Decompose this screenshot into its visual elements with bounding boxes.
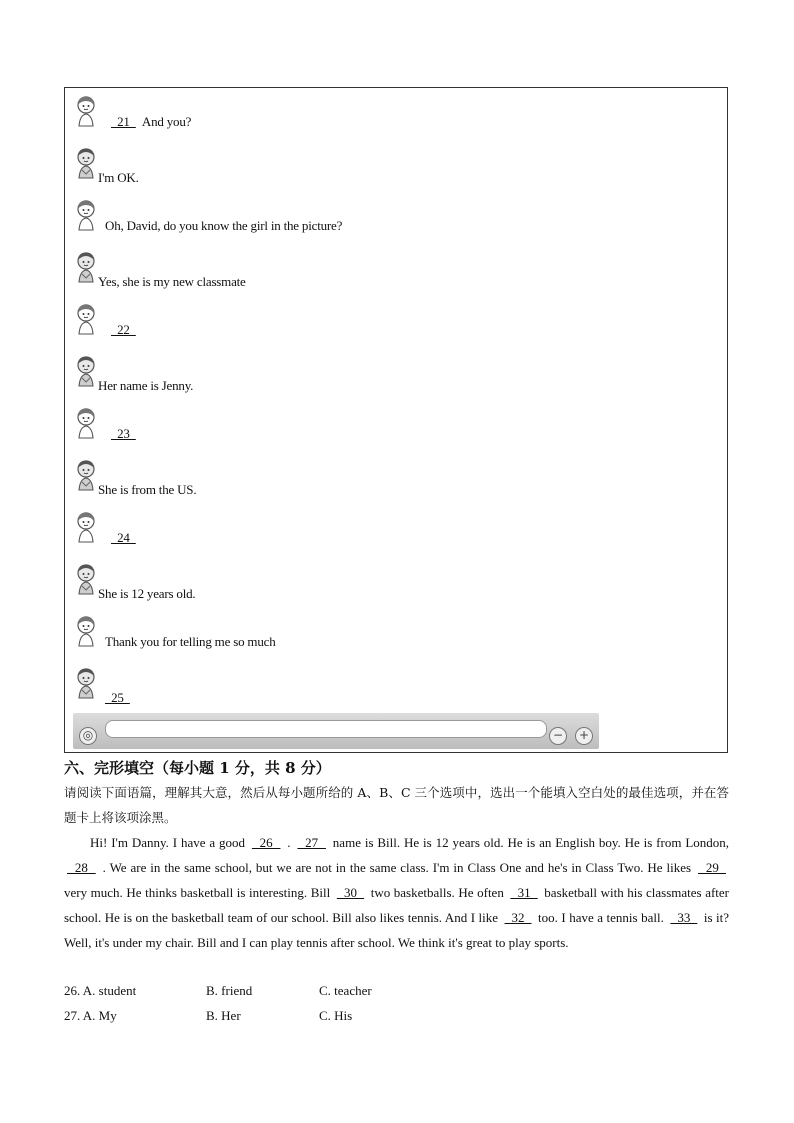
girl-avatar-icon	[73, 614, 99, 648]
boy-avatar-icon	[73, 562, 99, 596]
dialogue-text: And you?	[135, 114, 192, 129]
passage-text: very much. He thinks basketball is interesting. Bill	[64, 885, 334, 900]
chat-message: Her name is Jenny.	[98, 378, 194, 393]
boy-avatar-icon	[73, 146, 99, 180]
passage-text: basketball with his classmates after school. He is on the basketball team of our school. Bill also likes tennis. And I like	[64, 885, 729, 925]
section-title: 六、完形填空（每小题 1 分，共 8 分）	[64, 759, 331, 777]
dialogue-blank: 23	[111, 426, 136, 441]
passage-text: too. I have a tennis ball.	[534, 910, 668, 925]
chat-message	[111, 322, 136, 338]
option-c: C. His	[319, 1008, 353, 1023]
option-b: B. Her	[206, 1008, 241, 1023]
dialogue-blank: 25	[105, 690, 130, 705]
passage-text: .	[283, 835, 295, 850]
girl-avatar-icon	[73, 94, 99, 128]
chat-message	[111, 530, 136, 546]
option-a: 27. A. My	[64, 1008, 117, 1023]
voice-icon[interactable]: ◎	[79, 727, 97, 745]
minus-button[interactable]: −	[549, 727, 567, 745]
chat-message: I'm OK.	[98, 170, 139, 185]
chat-message: Yes, she is my new classmate	[98, 274, 246, 289]
girl-avatar-icon	[73, 302, 99, 336]
blank-26: 26	[251, 835, 281, 850]
boy-avatar-icon	[73, 666, 99, 700]
girl-avatar-icon	[73, 198, 99, 232]
chat-message: Oh, David, do you know the girl in the picture?	[105, 218, 343, 233]
instructions: 请阅读下面语篇，理解其大意，然后从每小题所给的 A、B、C 三个选项中，选出一个能填入空白处的最佳选项，并在答题卡上将该项涂黑。	[64, 785, 729, 825]
passage-text: is it? Well, it's under my chair. Bill and I can play tennis after school. We think it's great to play sports.	[64, 910, 729, 950]
cloze-passage	[64, 830, 729, 955]
chat-message	[111, 426, 136, 442]
girl-avatar-icon	[73, 406, 99, 440]
boy-avatar-icon	[73, 458, 99, 492]
blank-30: 30	[336, 885, 365, 900]
dialogue-blank: 22	[111, 322, 136, 337]
option-a: 26. A. student	[64, 983, 137, 998]
chat-message	[111, 114, 191, 130]
blank-27: 27	[297, 835, 326, 850]
dialogue-blank: 21	[111, 114, 136, 129]
blank-31: 31	[510, 885, 538, 900]
chat-message	[105, 690, 130, 706]
blank-28: 28	[67, 860, 96, 875]
chat-message: Thank you for telling me so much	[105, 634, 276, 649]
passage-text: two basketballs. He often	[367, 885, 508, 900]
boy-avatar-icon	[73, 354, 99, 388]
blank-29: 29	[697, 860, 727, 875]
chat-message: She is 12 years old.	[98, 586, 196, 601]
blank-33: 33	[670, 910, 698, 925]
option-b: B. friend	[206, 983, 253, 998]
dialogue-blank: 24	[111, 530, 136, 545]
chat-window	[64, 87, 728, 753]
boy-avatar-icon	[73, 250, 99, 284]
passage-text: . We are in the same school, but we are not in the same class. I'm in Class One and he's in Class Two. He likes	[98, 860, 695, 875]
girl-avatar-icon	[73, 510, 99, 544]
plus-button[interactable]: +	[575, 727, 593, 745]
blank-32: 32	[504, 910, 532, 925]
chat-message: She is from the US.	[98, 482, 197, 497]
chat-input-bar	[73, 713, 599, 749]
passage-text: name is Bill. He is 12 years old. He is an English boy. He is from London,	[328, 835, 730, 850]
option-c: C. teacher	[319, 983, 372, 998]
passage-text: Hi! I'm Danny. I have a good	[90, 835, 249, 850]
message-input[interactable]	[105, 720, 547, 738]
